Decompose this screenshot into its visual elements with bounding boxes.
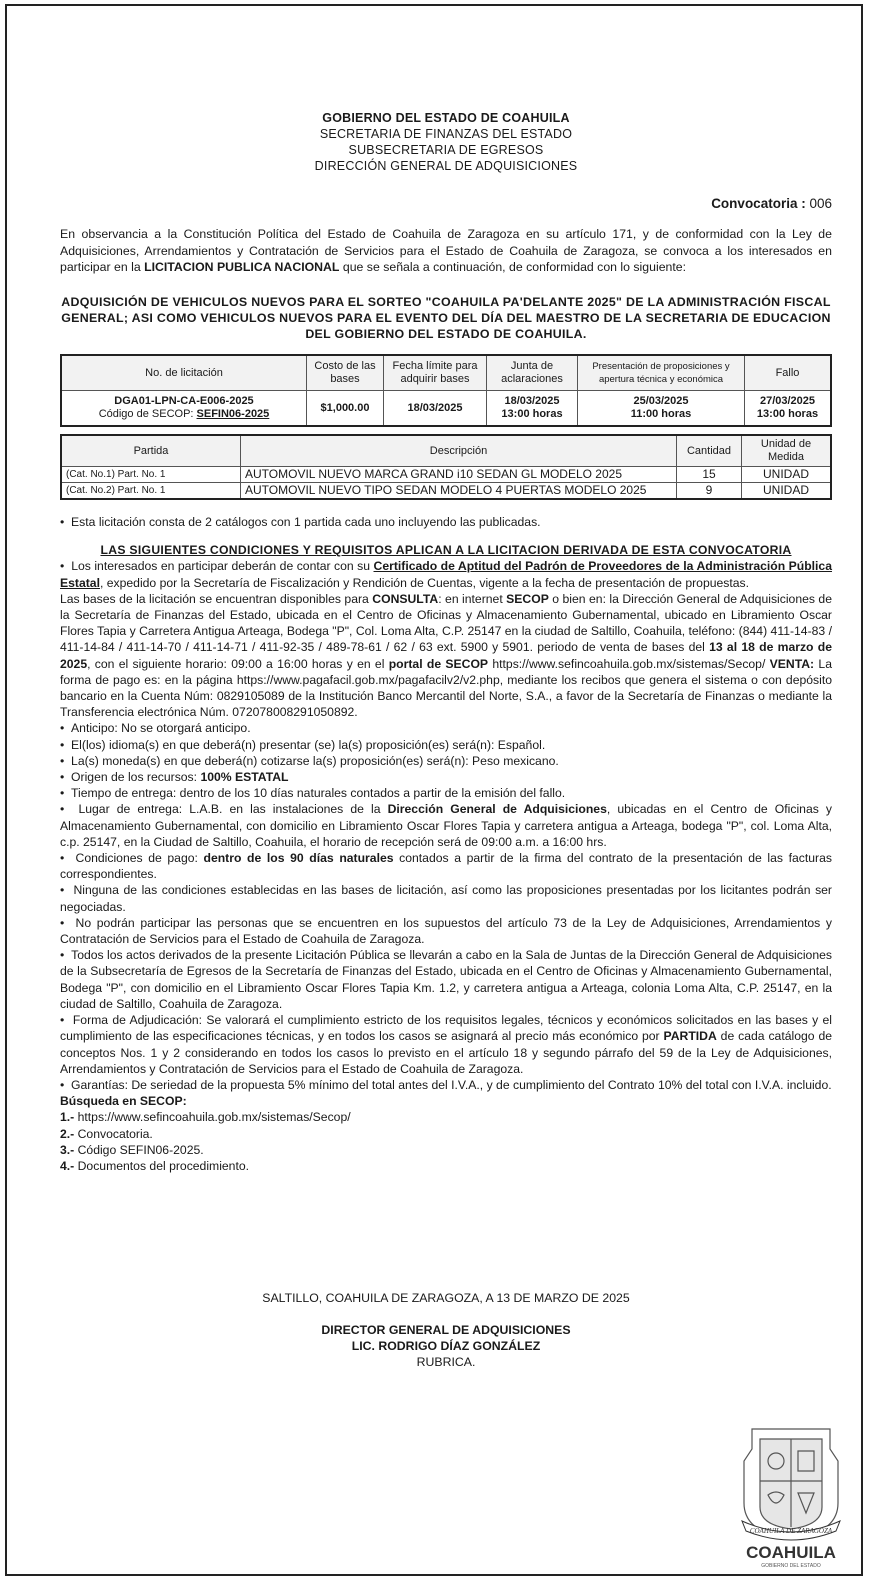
cell-cantidad: 15 [677, 467, 742, 483]
item-moneda: • La(s) moneda(s) en que deberá(n) cotizarse la(s) proposición(es) será(n): Peso mexicano. [60, 753, 832, 769]
convocatoria-number [711, 196, 832, 211]
document-frame [5, 4, 863, 1576]
step-number: 3.- [60, 1142, 75, 1157]
direccion-line: DIRECCIÓN GENERAL DE ADQUISICIONES [314, 159, 578, 173]
bold-text: PARTIDA [663, 1029, 717, 1044]
busqueda-step [60, 1142, 832, 1158]
bold-text: 100% ESTATAL [200, 770, 289, 785]
busqueda-step [60, 1109, 832, 1125]
bold-text: portal de SECOP [388, 656, 489, 671]
step-number: 4.- [60, 1158, 75, 1173]
cell-cantidad: 9 [677, 483, 742, 500]
text: , ubicadas en el Centro de Oficinas y Almacenamiento Gubernamental, con domicilio en Libramiento Oscar Flores Tapia y carretera antigua a Arteaga, bodega "P", col. Loma Alta, c.p. 25147, en la Ciudad de Saltillo, Coahuila, el horario de recepción será de 09:00 a.m. a 16:00 hrs. [60, 802, 832, 849]
presentacion-date: 25/03/2025 [633, 395, 689, 407]
item-tiempo: • Tiempo de entrega: dentro de los 10 días naturales contados a partir de la emisión del fallo. [60, 785, 832, 801]
text: o bien en: la Dirección General de Adquisiciones de la Secretaría de Finanzas del Estado, ubicada en el Centro de Oficinas y Almacenamiento Gubernamental, ubicado en Libramiento Oscar Flores Tapia y Carretera Antigua Arteaga, Bodega "P", Col. Loma Alta, C.P. 25147 en la ciudad de Saltillo, Coahuila, teléfono: (844) 411-14-83 / 411-14-84 / 411-14-70 / 411-14-71 / 411-92-35 / 489-78-61 / 62 / 63 ext. 5900 y 5901. periodo de venta de bases del [60, 591, 832, 655]
item-anticipo: • Anticipo: No se otorgará anticipo. [60, 720, 832, 736]
bold-text: Búsqueda en SECOP: [60, 1094, 187, 1109]
bold-text: CONSULTA [372, 591, 439, 606]
item-forma [60, 1012, 832, 1077]
step-text: https://www.sefincoahuila.gob.mx/sistemas/Secop/ [74, 1110, 351, 1125]
text: Lugar de entrega: L.A.B. en las instalaciones de la [78, 802, 388, 817]
text: Origen de los recursos: [71, 770, 201, 785]
step-text: Documentos del procedimiento. [74, 1158, 250, 1173]
step-text: Código SEFIN06-2025. [74, 1142, 204, 1157]
item-ninguna: • Ninguna de las condiciones establecidas en las bases de licitación, así como las proposiciones presentadas por los licitantes podrán ser negociadas. [60, 882, 832, 914]
signer-title: DIRECTOR GENERAL DE ADQUISICIONES [321, 1323, 571, 1337]
item-origen [60, 769, 832, 785]
catalog-note: • Esta licitación consta de 2 catálogos con 1 partida cada uno incluyendo las publicadas. [60, 514, 832, 530]
bold-text: VENTA: [769, 656, 815, 671]
table-row [61, 391, 831, 427]
licitacion-number: DGA01-LPN-CA-E006-2025 [114, 395, 254, 407]
junta-time: 13:00 horas [501, 408, 563, 420]
text: Las bases de la licitación se encuentran disponibles para [60, 591, 373, 606]
fallo-date: 27/03/2025 [759, 395, 816, 407]
intro-text-a: En observancia a la Constitución Política del Estado de Coahuila de Zaragoza en su artículo 171, y de conformidad con la Ley de Adquisiciones, Arrendamientos y Contratación de Servicios para el Estado de Coahuila de Zaragoza, se convoca a los interesados en participar en la [60, 227, 832, 274]
coahuila-seal-logo [732, 1421, 850, 1571]
busqueda-title [60, 1093, 832, 1109]
text: Condiciones de pago: [75, 851, 204, 866]
step-text: Convocatoria. [74, 1126, 153, 1141]
cell-fecha-limite: 18/03/2025 [384, 391, 487, 427]
col-header-junta: Junta de aclaraciones [487, 355, 578, 391]
secop-code [65, 408, 303, 421]
col-header-presentacion: Presentación de proposiciones y apertura técnica y económica [578, 355, 745, 391]
step-number: 1.- [60, 1110, 75, 1125]
bold-text: SECOP [506, 591, 549, 606]
place-date: SALTILLO, COAHUILA DE ZARAGOZA, A 13 DE MARZO DE 2025 [262, 1291, 630, 1305]
text: , con el siguiente horario: 09:00 a 16:00 horas y en el [87, 656, 389, 671]
col-header-partida: Partida [61, 435, 241, 467]
col-header-descripcion: Descripción [241, 435, 677, 467]
bases-paragraph [60, 591, 832, 721]
letterhead [60, 110, 832, 174]
text: contados a partir de la firma del contrato de la presentación de las facturas correspondientes. [60, 851, 832, 882]
convocatoria-label: Convocatoria : [711, 196, 806, 211]
cell-partida: (Cat. No.1) Part. No. 1 [61, 467, 241, 483]
rubrica: RUBRICA. [416, 1355, 476, 1369]
cell-descripcion: AUTOMOVIL NUEVO TIPO SEDAN MODELO 4 PUERTAS MODELO 2025 [241, 483, 677, 500]
convocatoria-value: 006 [809, 196, 832, 211]
item-garantias: • Garantías: De seriedad de la propuesta 5% mínimo del total antes del I.V.A., y de cumplimiento del Contrato 10% del total con I.V.A. incluido. [60, 1077, 832, 1093]
text: Forma de Adjudicación: Se valorará el cumplimiento estricto de los requisitos legales, técnicos y económicos solicitados en las bases y el cumplimiento de las especificaciones técnicas, y en todos los casos se asignará al precio más económico por [60, 1013, 833, 1044]
cell-licitacion [61, 391, 307, 427]
item-idioma: • El(los) idioma(s) en que deberá(n) presentar (se) la(s) proposición(es) será(n): Español. [60, 737, 832, 753]
certificate-name: Certificado de Aptitud del Padrón de Proveedores de la Administración Pública Estatal [60, 559, 832, 590]
cell-descripcion: AUTOMOVIL NUEVO MARCA GRAND i10 SEDAN GL MODELO 2025 [241, 467, 677, 483]
col-header-fallo: Fallo [745, 355, 832, 391]
text: La forma de pago es: en la página https://www.pagafacil.gob.mx/pagafacilv2/v2.php, mediante los recibos que genera el sistema o con depósito bancario en la Cuenta Núm: 0829105089 de la Institución Banco Mercantil del Norte, S.A., a favor de la Secretaría de Finanzas o mediante la Transferencia electrónica Núm. 072078008291050892. [60, 656, 832, 720]
table-row [61, 483, 831, 500]
intro-bold: LICITACION PUBLICA NACIONAL [144, 260, 340, 274]
presentacion-time: 11:00 horas [630, 408, 692, 420]
item-lugar [60, 801, 832, 850]
cell-unidad: UNIDAD [742, 483, 832, 500]
tender-schedule-table [60, 354, 832, 427]
subsecretaria-line: SUBSECRETARIA DE EGRESOS [348, 143, 544, 157]
cell-junta [487, 391, 578, 427]
text: https://www.sefincoahuila.gob.mx/sistemas/Secop/ [488, 656, 770, 671]
intro-text-b: que se señala a continuación, de conformidad con lo siguiente: [339, 260, 687, 274]
secop-code-value: SEFIN06-2025 [196, 408, 270, 420]
text: , expedido por la Secretaría de Fiscalización y Rendición de Cuentas, vigente a la fecha de presentación de propuestas. [99, 575, 750, 590]
procurement-subject: ADQUISICIÓN DE VEHICULOS NUEVOS PARA EL SORTEO "COAHUILA PA'DELANTE 2025" DE LA ADMINISTRACIÓN FISCAL GENERAL; ASI COMO VEHICULOS NUEVOS PARA EL EVENTO DEL DÍA DEL MAESTRO DE LA SECRETARIA DE EDUCACION DEL GOBIERNO DEL ESTADO DE COAHUILA. [61, 295, 831, 341]
text: Los interesados en participar deberán de contar con su [71, 559, 374, 574]
col-header-cantidad: Cantidad [677, 435, 742, 467]
requirement-certificate [60, 558, 832, 590]
bold-text: Dirección General de Adquisiciones [387, 802, 607, 817]
signature-block [60, 1322, 832, 1370]
table-row [61, 467, 831, 483]
conditions-title: LAS SIGUIENTES CONDICIONES Y REQUISITOS APLICAN A LA LICITACION DERIVADA DE ESTA CONVOCATORIA [100, 543, 792, 558]
items-table [60, 434, 832, 500]
secop-label: Código de SECOP: [98, 408, 197, 420]
table-header-row [61, 435, 831, 467]
coahuila-wordmark: COAHUILA [746, 1543, 836, 1562]
item-no-podran: • No podrán participar las personas que se encuentren en los supuestos del artículo 73 de la Ley de Adquisiciones, Arrendamientos y Contratación de Servicios para el Estado de Coahuila de Zaragoza. [60, 915, 832, 947]
seal-banner-text: COAHUILA DE ZARAGOZA [749, 1527, 833, 1535]
intro-paragraph [60, 226, 832, 276]
government-title: GOBIERNO DEL ESTADO DE COAHUILA [322, 111, 570, 125]
cell-fallo [745, 391, 832, 427]
secretaria-line: SECRETARIA DE FINANZAS DEL ESTADO [319, 127, 573, 141]
cell-costo: $1,000.00 [307, 391, 384, 427]
signer-name: LIC. RODRIGO DÍAZ GONZÁLEZ [351, 1339, 541, 1353]
step-number: 2.- [60, 1126, 75, 1141]
text: de cada catálogo de conceptos Nos. 1 y 2 considerando en todos los casos lo previsto en el artículo 18 y segundo párrafo del 59 de la Ley de Adquisiciones, Arrendamientos y Contratación de Servicios para el Estado de Coahuila de Zaragoza. [60, 1029, 832, 1076]
cell-partida: (Cat. No.2) Part. No. 1 [61, 483, 241, 500]
table-header-row [61, 355, 831, 391]
cell-unidad: UNIDAD [742, 467, 832, 483]
col-header-costo: Costo de las bases [307, 355, 384, 391]
junta-date: 18/03/2025 [504, 395, 560, 407]
gobierno-subtitle: GOBIERNO DEL ESTADO [761, 1563, 821, 1569]
item-pago [60, 850, 832, 882]
bold-text: 13 al 18 de marzo de 2025 [60, 640, 832, 671]
col-header-licitacion: No. de licitación [61, 355, 307, 391]
conditions-body [60, 514, 832, 1174]
col-header-unidad: Unidad de Medida [742, 435, 832, 467]
col-header-fecha-limite: Fecha límite para adquirir bases [384, 355, 487, 391]
cell-presentacion [578, 391, 745, 427]
fallo-time: 13:00 horas [756, 408, 819, 420]
bold-text: dentro de los 90 días naturales [203, 851, 394, 866]
busqueda-step [60, 1158, 832, 1174]
item-actos: • Todos los actos derivados de la presente Licitación Pública se llevarán a cabo en la Sala de Juntas de la Dirección General de Adquisiciones de la Subsecretaría de Egresos de la Secretaría de Finanzas del Estado, ubicada en el Centro de Oficinas y Almacenamiento Gubernamental, Bodega "P", con domicilio en el Libramiento Oscar Flores Tapia Km. 1.2, y carretera antigua a Arteaga, colonia Loma Alta, C.P. 25147, en la ciudad de Saltillo, Coahuila de Zaragoza. [60, 947, 832, 1012]
text: : en internet [438, 591, 507, 606]
busqueda-step [60, 1126, 832, 1142]
